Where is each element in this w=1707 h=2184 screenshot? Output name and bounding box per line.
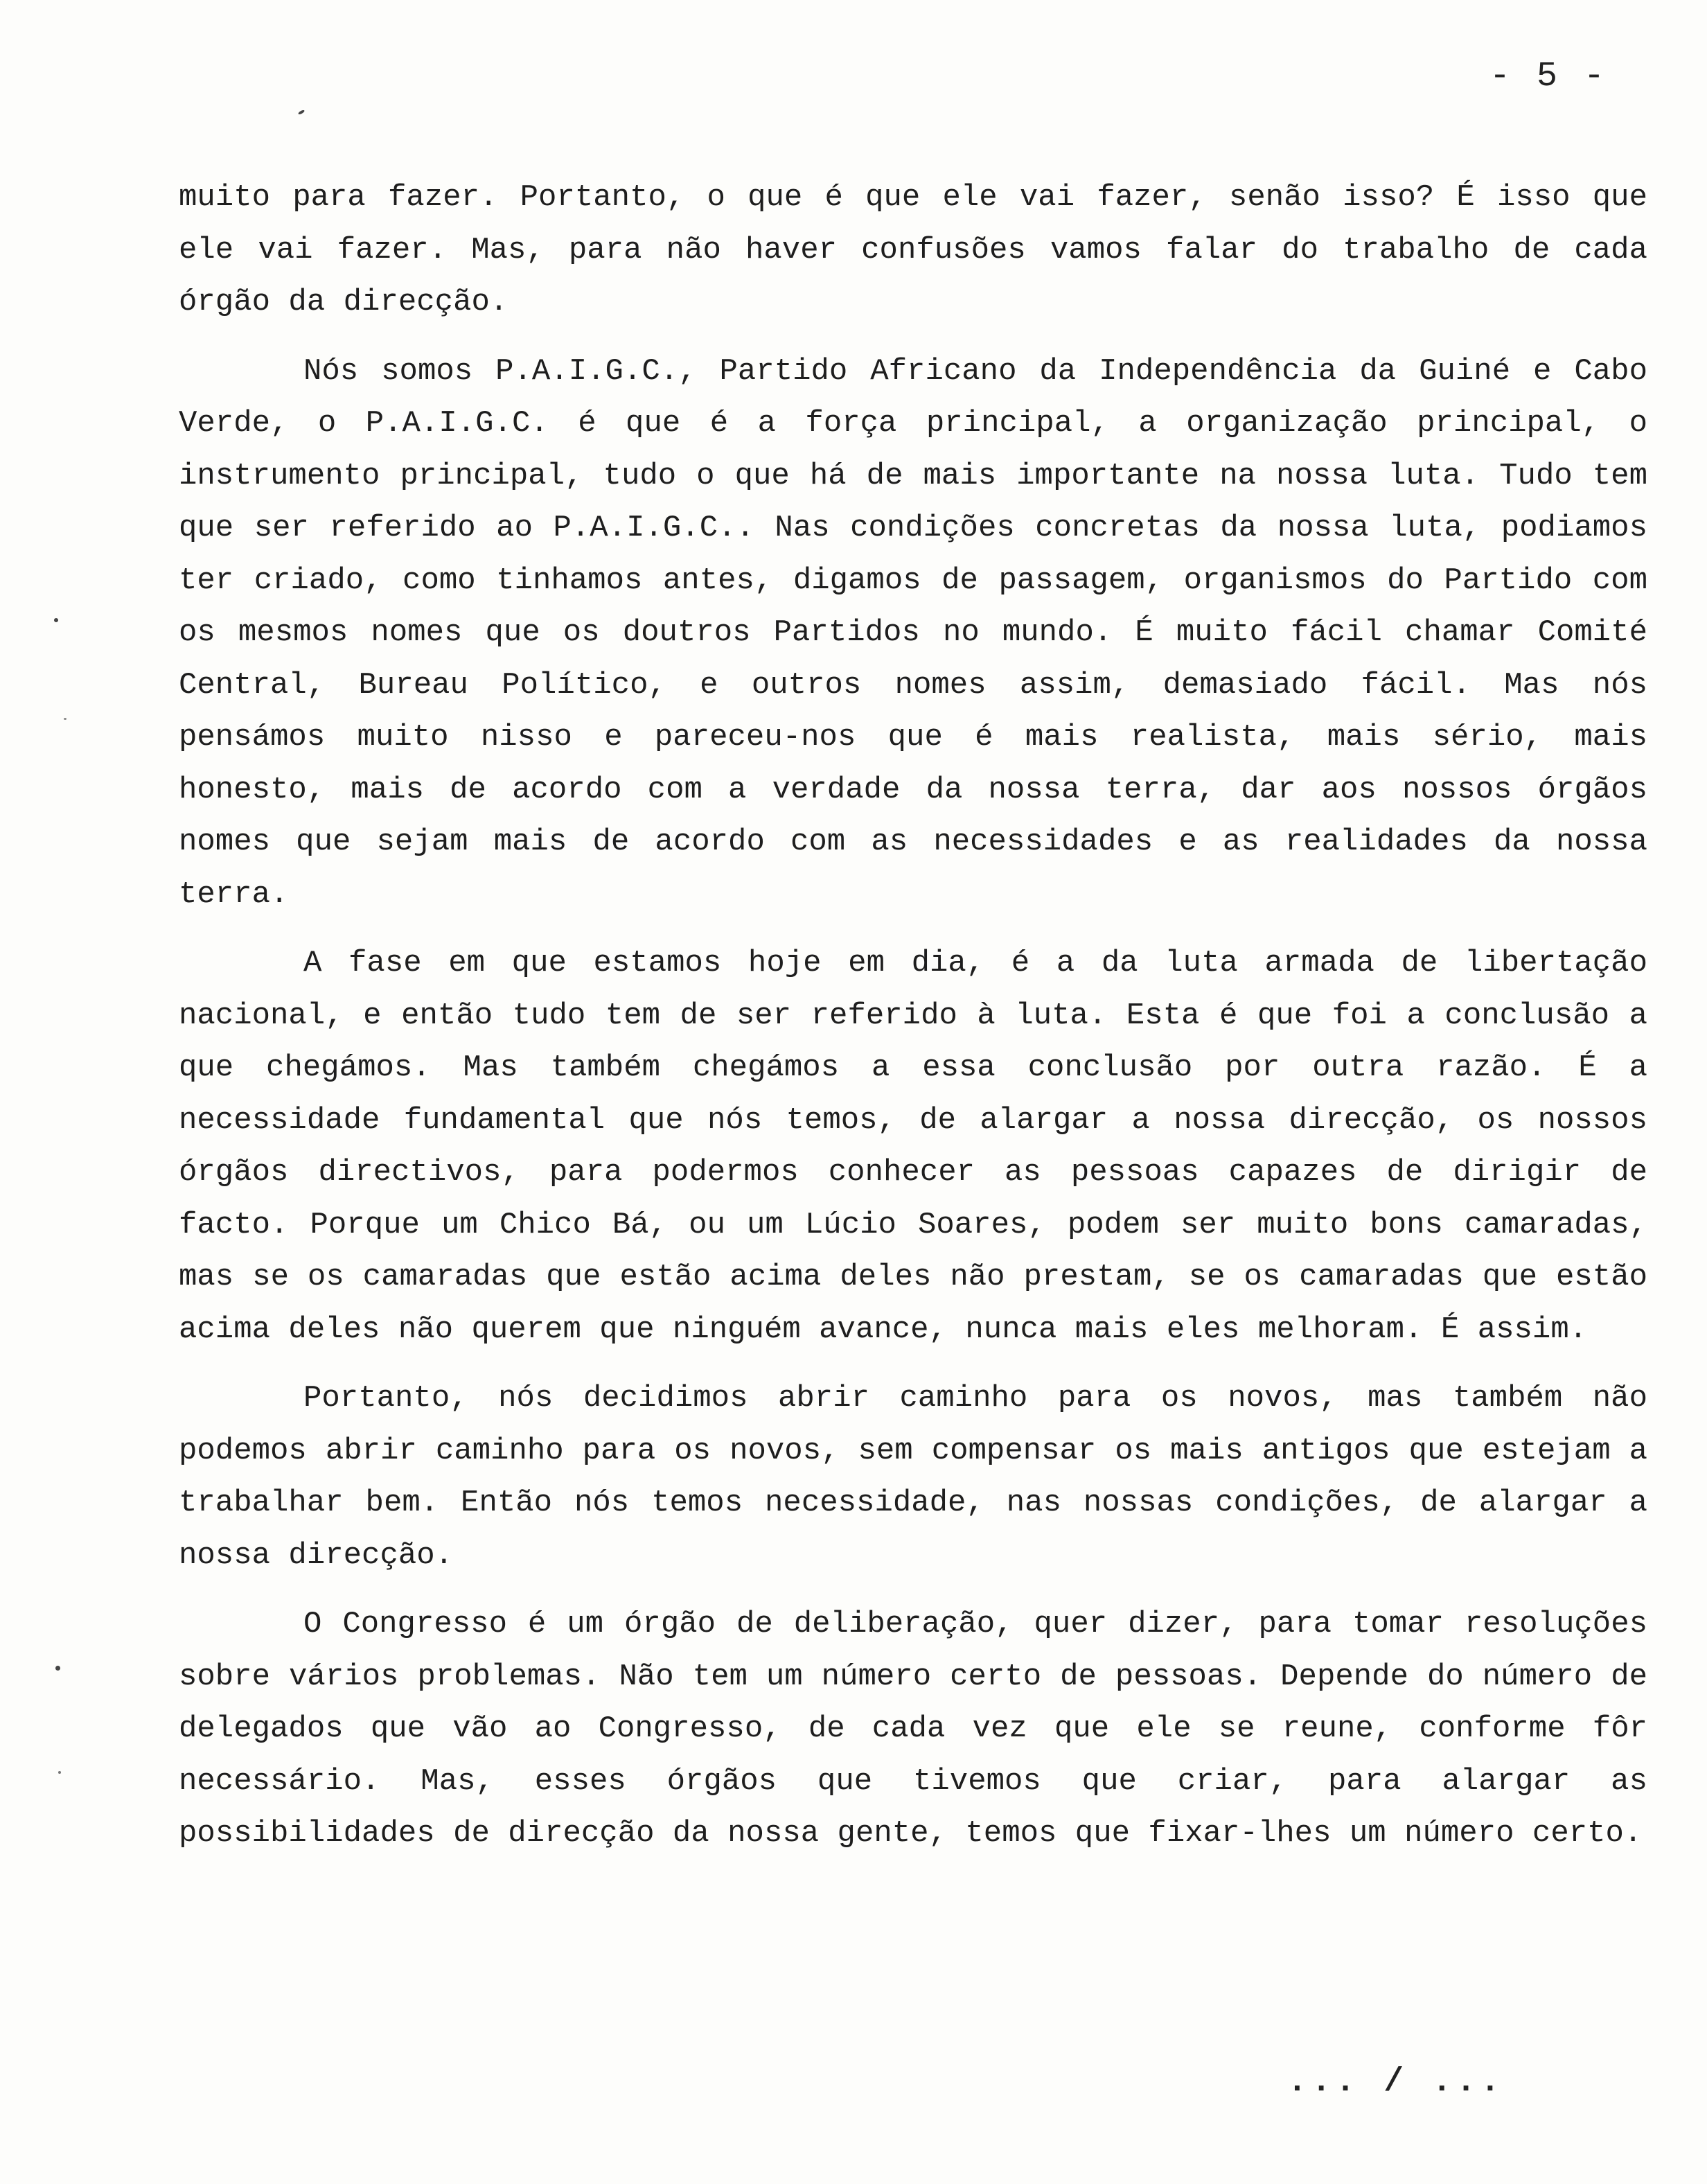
scan-speck (64, 718, 67, 720)
paragraph-paigc: Nós somos P.A.I.G.C., Partido Africano da Independência da Guiné e Cabo Verde, o P.A.I.G.C. é que é a força principal, a organização principal, o instrumento principal, tudo o que há de mais importante na nossa luta. Tudo tem que ser referido ao P.A.I.G.C.. Nas condições concretas da nossa luta, podiamos ter criado, como tinhamos antes, digamos de passagem, organismos do Partido com os mesmos nomes que os doutros Partidos no mundo. É muito fácil chamar Comité Central, Bureau Político, e outros nomes assim, demasiado fácil. Mas nós pensámos muito nisso e pareceu-nos que é mais realista, mais sério, mais honesto, mais de acordo com a verdade da nossa terra, dar aos nossos órgãos nomes que sejam mais de acordo com as necessidades e as realidades da nossa terra. (179, 353, 1647, 912)
continuation-marker: ... / ... (1287, 2063, 1505, 2101)
scan-speck (298, 109, 306, 115)
paragraph-continued: muito para fazer. Portanto, o que é que ele vai fazer, senão isso? É isso que ele vai fazer. Mas, para não haver confusões vamos falar do trabalho de cada órgão da direcção. (179, 180, 1647, 319)
paragraph-fase-luta: A fase em que estamos hoje em dia, é a da luta armada de libertação nacional, e então tudo tem de ser referido à luta. Esta é que foi a conclusão a que chegámos. Mas também chegámos a essa conclusão por outra razão. É a necessidade fundamental que nós temos, de alargar a nossa direcção, os nossos órgãos directivos, para podermos conhecer as pessoas capazes de dirigir de facto. Porque um Chico Bá, ou um Lúcio Soares, podem ser muito bons camaradas, mas se os camaradas que estão acima deles não prestam, se os camaradas que estão acima deles não querem que ninguém avance, nunca mais eles melhoram. É assim. (179, 946, 1647, 1347)
scan-speck (55, 1666, 60, 1671)
paragraph-portanto: Portanto, nós decidimos abrir caminho para os novos, mas também não podemos abrir caminho para os novos, sem compensar os mais antigos que estejam a trabalhar bem. Então nós temos necessidade, nas nossas condições, de alargar a nossa direcção. (179, 1381, 1647, 1573)
paragraph-congresso: O Congresso é um órgão de deliberação, quer dizer, para tomar resoluções sobre vários problemas. Não tem um número certo de pessoas. Depende do número de delegados que vão ao Congresso, de cada vez que ele se reune, conforme fôr necessário. Mas, esses órgãos que tivemos que criar, para alargar as possibilidades de direcção da nossa gente, temos que fixar-lhes um número certo. (179, 1607, 1647, 1851)
scan-speck (54, 618, 58, 622)
scan-speck (58, 1771, 61, 1774)
document-body (179, 172, 1647, 1877)
page-number: - 5 - (1489, 57, 1608, 96)
